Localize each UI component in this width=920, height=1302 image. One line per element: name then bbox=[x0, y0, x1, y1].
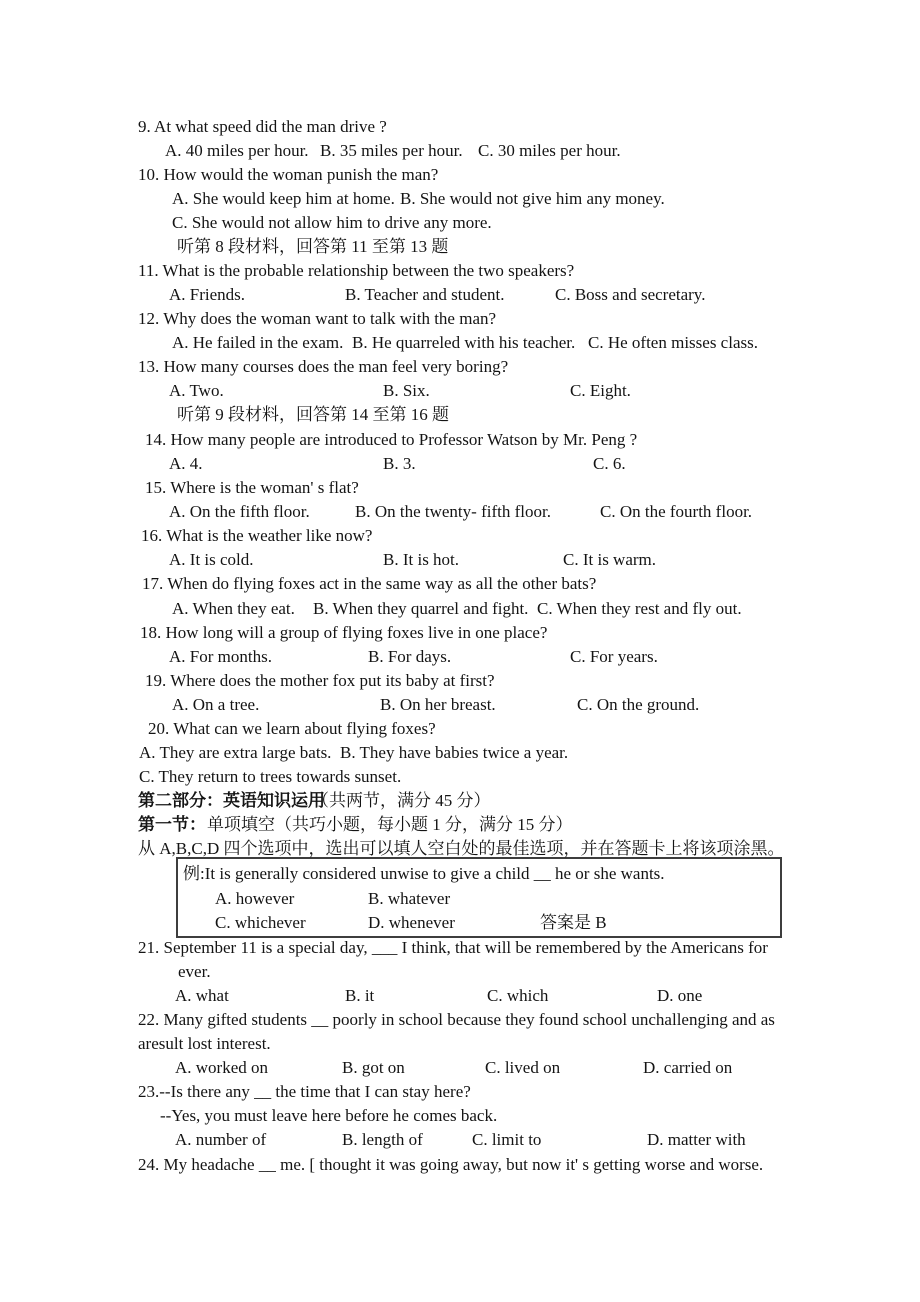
question-22 bbox=[0, 1008, 920, 1032]
listening-section-8-prompt-part-0: 听第 8 段材料，回答第 11 至第 13 题 bbox=[177, 237, 449, 256]
question-17 bbox=[0, 572, 920, 596]
question-15-options-part-2: C. On the fourth floor. bbox=[600, 502, 753, 521]
question-20-part-0: 20. What can we learn about flying foxes? bbox=[148, 719, 436, 738]
example-options-cd-answer-part-1: D. whenever bbox=[368, 913, 455, 932]
question-15-options-part-1: B. On the twenty- fifth floor. bbox=[355, 502, 551, 521]
question-13-options-part-0: A. Two. bbox=[169, 381, 224, 400]
question-23-reply-part-0: --Yes, you must leave here before he comes back. bbox=[160, 1106, 498, 1125]
question-10-options-ab-part-1: B. She would not give him any money. bbox=[400, 189, 665, 208]
question-20-option-c bbox=[0, 765, 920, 789]
listening-section-8-prompt bbox=[0, 235, 920, 259]
question-13-options-part-1: B. Six. bbox=[383, 381, 430, 400]
question-21-part-0: 21. September 11 is a special day, ___ I think, that will be remembered by the Americans for bbox=[138, 938, 768, 957]
question-15-options bbox=[0, 500, 920, 524]
section-one-header bbox=[0, 813, 920, 837]
question-11-part-0: 11. What is the probable relationship between the two speakers? bbox=[138, 261, 575, 280]
question-23-options bbox=[0, 1128, 920, 1152]
question-22-options-part-1: B. got on bbox=[342, 1058, 405, 1077]
question-16-options bbox=[0, 548, 920, 572]
question-23-part-0: 23.--Is there any __ the time that I can stay here? bbox=[138, 1082, 471, 1101]
question-22-continuation bbox=[0, 1032, 920, 1056]
example-options-ab-part-1: B. whatever bbox=[368, 889, 451, 908]
question-13 bbox=[0, 355, 920, 379]
question-24 bbox=[0, 1153, 920, 1177]
question-16-options-part-0: A. It is cold. bbox=[169, 550, 254, 569]
question-19-options-part-2: C. On the ground. bbox=[577, 695, 700, 714]
question-21-continuation bbox=[0, 960, 920, 984]
question-15-part-0: 15. Where is the woman' s flat? bbox=[145, 478, 359, 497]
question-21-continuation-part-0: ever. bbox=[178, 962, 211, 981]
question-23-options-part-2: C. limit to bbox=[472, 1130, 542, 1149]
question-22-options bbox=[0, 1056, 920, 1080]
question-14-options-part-2: C. 6. bbox=[593, 454, 626, 473]
question-18-options-part-0: A. For months. bbox=[169, 647, 272, 666]
question-18-options-part-2: C. For years. bbox=[570, 647, 658, 666]
question-18-part-0: 18. How long will a group of flying foxes live in one place? bbox=[140, 623, 548, 642]
question-22-options-part-3: D. carried on bbox=[643, 1058, 733, 1077]
question-11-options-part-2: C. Boss and secretary. bbox=[555, 285, 706, 304]
listening-section-9-prompt-part-0: 听第 9 段材料，回答第 14 至第 16 题 bbox=[177, 405, 449, 424]
question-22-part-0: 22. Many gifted students __ poorly in school because they found school unchallenging and as bbox=[138, 1010, 775, 1029]
section-one-header-part-0: 第一节： bbox=[138, 815, 206, 834]
instructions-part-0: 从 A,B,C,D 四个选项中，选出可以填人空白处的最佳选项，并在答题卡上将该项涂黑。 bbox=[138, 839, 785, 858]
example-sentence bbox=[0, 862, 920, 886]
question-18-options bbox=[0, 645, 920, 669]
example-options-ab bbox=[0, 887, 920, 911]
question-9-part-0: 9. At what speed did the man drive ? bbox=[138, 117, 387, 136]
question-14-options-part-1: B. 3. bbox=[383, 454, 416, 473]
question-21-options-part-2: C. which bbox=[487, 986, 549, 1005]
question-16-options-part-1: B. It is hot. bbox=[383, 550, 460, 569]
question-19-options bbox=[0, 693, 920, 717]
question-22-options-part-2: C. lived on bbox=[485, 1058, 561, 1077]
part-two-header bbox=[0, 789, 920, 813]
question-14-options bbox=[0, 452, 920, 476]
question-20-options-ab-part-0: A. They are extra large bats. bbox=[139, 743, 332, 762]
question-13-options-part-2: C. Eight. bbox=[570, 381, 631, 400]
question-19 bbox=[0, 669, 920, 693]
question-12-options-part-1: B. He quarreled with his teacher. bbox=[352, 333, 576, 352]
question-10-option-c-part-0: C. She would not allow him to drive any more. bbox=[172, 213, 492, 232]
question-9-options-part-2: C. 30 miles per hour. bbox=[478, 141, 621, 160]
question-12-part-0: 12. Why does the woman want to talk with the man? bbox=[138, 309, 497, 328]
question-23-options-part-3: D. matter with bbox=[647, 1130, 746, 1149]
question-23-options-part-0: A. number of bbox=[175, 1130, 267, 1149]
question-9-options bbox=[0, 139, 920, 163]
question-11 bbox=[0, 259, 920, 283]
example-options-cd-answer-part-0: C. whichever bbox=[215, 913, 306, 932]
question-18-options-part-1: B. For days. bbox=[368, 647, 452, 666]
question-20-options-ab-part-1: B. They have babies twice a year. bbox=[340, 743, 569, 762]
question-19-options-part-1: B. On her breast. bbox=[380, 695, 496, 714]
part-two-header-part-0: 第二部分：英语知识运用 bbox=[138, 791, 325, 810]
example-options-cd-answer bbox=[0, 911, 920, 935]
question-10-part-0: 10. How would the woman punish the man? bbox=[138, 165, 439, 184]
question-19-part-0: 19. Where does the mother fox put its baby at first? bbox=[145, 671, 495, 690]
question-14-part-0: 14. How many people are introduced to Professor Watson by Mr. Peng ? bbox=[145, 430, 638, 449]
question-19-options-part-0: A. On a tree. bbox=[172, 695, 260, 714]
question-18 bbox=[0, 621, 920, 645]
question-22-continuation-part-0: aresult lost interest. bbox=[138, 1034, 271, 1053]
instructions bbox=[0, 837, 920, 861]
question-15 bbox=[0, 476, 920, 500]
question-23-reply bbox=[0, 1104, 920, 1128]
question-21-options-part-3: D. one bbox=[657, 986, 703, 1005]
question-16-options-part-2: C. It is warm. bbox=[563, 550, 657, 569]
question-11-options bbox=[0, 283, 920, 307]
question-15-options-part-0: A. On the fifth floor. bbox=[169, 502, 310, 521]
section-one-header-part-1: 单项填空（共巧小题，每小题 1 分，满分 15 分） bbox=[207, 815, 573, 834]
question-23-options-part-1: B. length of bbox=[342, 1130, 423, 1149]
question-23 bbox=[0, 1080, 920, 1104]
question-24-part-0: 24. My headache __ me. [ thought it was going away, but now it' s getting worse and worse. bbox=[138, 1155, 764, 1174]
question-12-options-part-2: C. He often misses class. bbox=[588, 333, 758, 352]
question-12-options-part-0: A. He failed in the exam. bbox=[172, 333, 344, 352]
question-9-options-part-1: B. 35 miles per hour. bbox=[320, 141, 463, 160]
question-12-options bbox=[0, 331, 920, 355]
question-17-options-part-0: A. When they eat. bbox=[172, 599, 295, 618]
question-10-option-c bbox=[0, 211, 920, 235]
part-two-header-part-1: （共两节，满分 45 分） bbox=[312, 791, 491, 810]
question-21-options-part-1: B. it bbox=[345, 986, 375, 1005]
question-13-part-0: 13. How many courses does the man feel very boring? bbox=[138, 357, 509, 376]
question-12 bbox=[0, 307, 920, 331]
question-11-options-part-0: A. Friends. bbox=[169, 285, 246, 304]
question-16-part-0: 16. What is the weather like now? bbox=[141, 526, 373, 545]
question-11-options-part-1: B. Teacher and student. bbox=[345, 285, 505, 304]
question-20-option-c-part-0: C. They return to trees towards sunset. bbox=[139, 767, 402, 786]
question-21-options-part-0: A. what bbox=[175, 986, 229, 1005]
question-17-options-part-2: C. When they rest and fly out. bbox=[537, 599, 742, 618]
question-20 bbox=[0, 717, 920, 741]
question-13-options bbox=[0, 379, 920, 403]
question-20-options-ab bbox=[0, 741, 920, 765]
question-17-options-part-1: B. When they quarrel and fight. bbox=[313, 599, 529, 618]
question-21-options bbox=[0, 984, 920, 1008]
question-17-part-0: 17. When do flying foxes act in the same way as all the other bats? bbox=[142, 574, 597, 593]
example-options-cd-answer-part-2: 答案是 B bbox=[540, 913, 607, 932]
question-10-options-ab-part-0: A. She would keep him at home. bbox=[172, 189, 395, 208]
question-17-options bbox=[0, 597, 920, 621]
question-10 bbox=[0, 163, 920, 187]
question-16 bbox=[0, 524, 920, 548]
question-14 bbox=[0, 428, 920, 452]
question-22-options-part-0: A. worked on bbox=[175, 1058, 269, 1077]
listening-section-9-prompt bbox=[0, 403, 920, 427]
example-sentence-part-0: 例:It is generally considered unwise to give a child __ he or she wants. bbox=[183, 864, 665, 883]
question-9 bbox=[0, 115, 920, 139]
question-9-options-part-0: A. 40 miles per hour. bbox=[165, 141, 309, 160]
example-options-ab-part-0: A. however bbox=[215, 889, 295, 908]
question-21 bbox=[0, 936, 920, 960]
question-10-options-ab bbox=[0, 187, 920, 211]
question-14-options-part-0: A. 4. bbox=[169, 454, 203, 473]
